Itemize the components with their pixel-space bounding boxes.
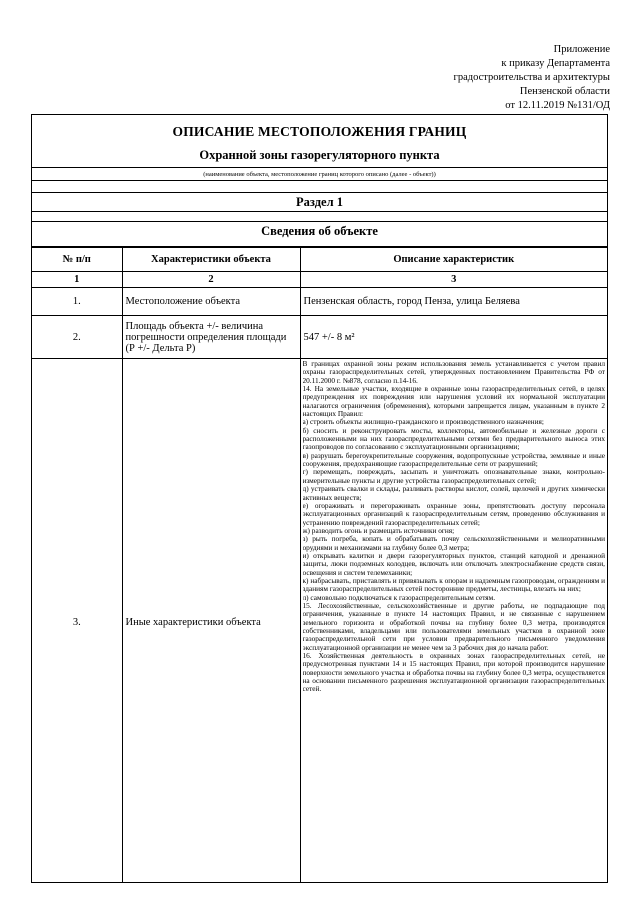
column-number: 3	[300, 272, 607, 288]
section-title: Сведения об объекте	[32, 221, 607, 247]
characteristic-name: Местоположение объекта	[122, 288, 300, 316]
column-number: 2	[122, 272, 300, 288]
characteristic-value-long	[300, 359, 607, 884]
column-header: № п/п	[32, 248, 122, 272]
rule-paragraph: 14. На земельные участки, входящие в охранные зоны газораспределительных сетей, в целях предупреждения их повреждения или нарушения условий их нормальной эксплуатации налагаются ограничения (обременения), которыми запрещается лицам, указанным в пункте 2 настоящих Правил:	[302, 384, 605, 419]
object-info-table	[32, 247, 607, 883]
spacer	[32, 212, 607, 221]
row-number: 1.	[32, 288, 122, 316]
table-row	[32, 288, 607, 316]
characteristic-name: Площадь объекта +/- величина погрешности определения площади (Р +/- Дельта Р)	[122, 316, 300, 359]
column-header: Описание характеристик	[300, 248, 607, 272]
rule-paragraph: д) устраивать свалки и склады, разливать растворы кислот, солей, щелочей и других химически активных веществ;	[302, 484, 605, 502]
rule-paragraph: з) рыть погреба, копать и обрабатывать почву сельскохозяйственными и мелиоративными орудиями и механизмами на глубину более 0,3 метра;	[302, 534, 605, 552]
table-row	[32, 316, 607, 359]
appendix-line: Пензенской области	[519, 86, 610, 97]
column-header: Характеристики объекта	[122, 248, 300, 272]
appendix-block	[454, 43, 610, 113]
rule-paragraph: 15. Лесохозяйственные, сельскохозяйственные и другие работы, не подпадающие под ограничения, указанные в пункте 14 настоящих Правил, и не связанные с нарушением земельного горизонта и обработкой почвы на глубину более 0,3 метра, производятся собственниками, владельцами или пользователями земельных участков в охранной зоне газораспределительной сети при условии предварительного письменного уведомления эксплуатационной организации не менее чем за 3 рабочих дня до начала работ.	[302, 600, 605, 652]
appendix-line: к приказу Департамента	[501, 58, 610, 69]
rule-paragraph: б) сносить и реконструировать мосты, коллекторы, автомобильные и железные дороги с расположенными на них газораспределительными сетями без предварительного выноса этих газопроводов по согласованию с эксплуатационными организациями;	[302, 425, 605, 452]
section-heading: Раздел 1	[32, 192, 607, 212]
row-number: 2.	[32, 316, 122, 359]
document-frame	[31, 114, 608, 883]
rule-paragraph: 16. Хозяйственная деятельность в охранных зонах газораспределительных сетей, не предусмотренная пунктами 14 и 15 настоящих Правил, при которой производится нарушение поверхности земельного участка и обработка почвы на глубину более 0,3 метра, осуществляется на основании письменного разрешения эксплуатационной организации газораспределительных сетей.	[302, 651, 605, 694]
object-name: Охранной зоны газорегуляторного пункта	[199, 148, 440, 162]
object-name-note: (наименование объекта, местоположение границ которого описано (далее - объект))	[32, 167, 607, 181]
rule-paragraph: и) открывать калитки и двери газорегуляторных пунктов, станций катодной и дренажной защиты, люки подземных колодцев, включать или отключать электроснабжение средств связи, освещения и систем телемеханики;	[302, 550, 605, 577]
spacer	[32, 181, 607, 192]
rule-paragraph: В границах охранной зоны режим использования земель устанавливается с учетом правил охраны газораспределительных сетей, утвержденных постановлением Правительства РФ от 20.11.2000 г. №878, согласно п.14-16.	[302, 360, 605, 385]
rule-paragraph: л) самовольно подключаться к газораспределительным сетям.	[302, 592, 496, 602]
rule-paragraph: в) разрушать берегоукрепительные сооружения, водопропускные устройства, земляные и иные сооружения, предохраняющие газораспределительные сети от разрушений;	[302, 450, 605, 469]
rule-paragraph: к) набрасывать, приставлять и привязывать к опорам и надземным газопроводам, ограждениям и зданиям газораспределительных сетей посторонние предметы, лестницы, влезать на них;	[302, 575, 605, 594]
appendix-line: от 12.11.2019 №131/ОД	[505, 100, 610, 111]
row-number: 3.	[32, 359, 122, 884]
column-number: 1	[32, 272, 122, 288]
table-header-row	[32, 248, 607, 272]
appendix-line: градостроительства и архитектуры	[453, 72, 610, 83]
rule-paragraph: ж) разводить огонь и размещать источники огня;	[302, 525, 455, 535]
rule-paragraph: а) строить объекты жилищно-гражданского и производственного назначения;	[302, 417, 544, 427]
rule-paragraph: г) перемещать, повреждать, засыпать и уничтожать опознавательные знаки, контрольно-измерительные пункты и другие устройства газораспределительных сетей;	[302, 467, 605, 485]
document-title: ОПИСАНИЕ МЕСТОПОЛОЖЕНИЯ ГРАНИЦ	[172, 124, 467, 139]
characteristic-name: Иные характеристики объекта	[122, 359, 300, 884]
column-number-row	[32, 272, 607, 288]
table-row	[32, 359, 607, 884]
characteristic-value: Пензенская область, город Пенза, улица Беляева	[300, 288, 607, 316]
rule-paragraph: е) огораживать и перегораживать охранные зоны, препятствовать доступу персонала эксплуатационных организаций к газораспределительным сетям, проведению обслуживания и устранению повреждений газораспределительных сетей;	[302, 500, 605, 527]
appendix-line: Приложение	[553, 44, 610, 55]
characteristic-value: 547 +/- 8 м²	[300, 316, 607, 359]
